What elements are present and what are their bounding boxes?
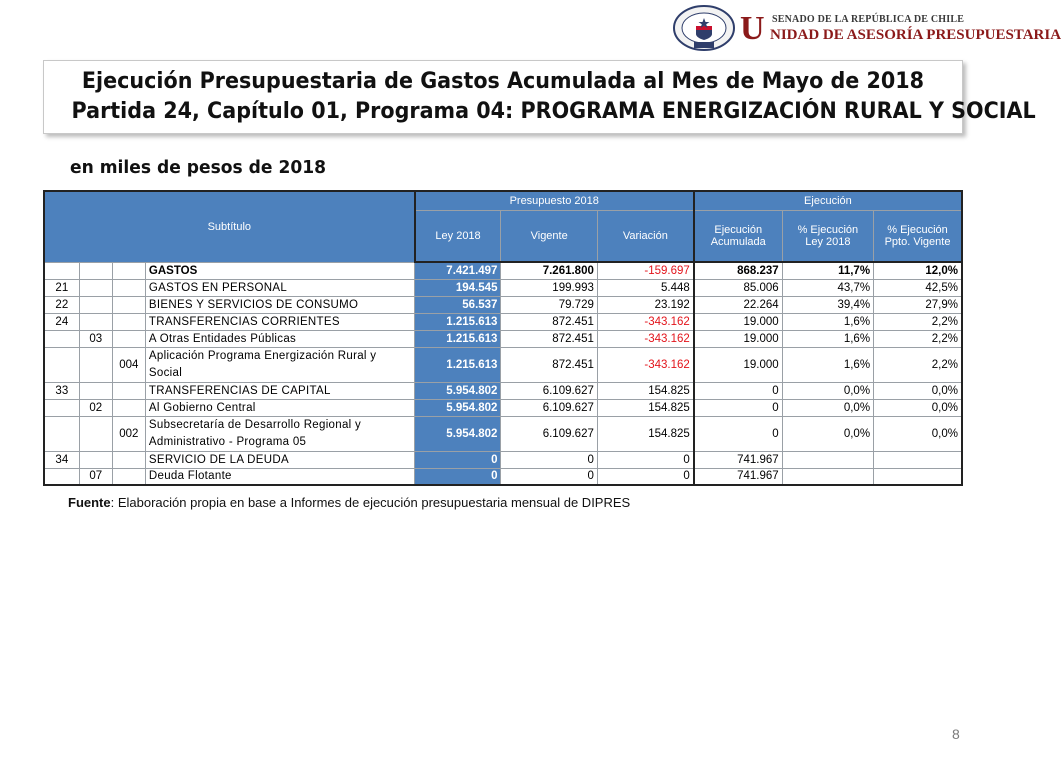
- cell-vigente: 199.993: [501, 279, 597, 296]
- cell-pct-vigente: 0,0%: [874, 399, 962, 416]
- header-pct-ley: [782, 210, 873, 262]
- header-ejecucion-acumulada: [694, 210, 782, 262]
- title-box: [43, 60, 1036, 134]
- cell-pct-ley: 1,6%: [782, 347, 873, 382]
- cell-vigente: 6.109.627: [501, 382, 597, 399]
- table-row: [44, 416, 962, 451]
- cell-pct-vigente: 2,2%: [874, 347, 962, 382]
- cell-sub: 33: [44, 382, 79, 399]
- cell-pct-ley: 1,6%: [782, 313, 873, 330]
- cell-asig: [112, 296, 145, 313]
- header-ejec-acum-line2: Acumulada: [710, 235, 766, 248]
- cell-name: SERVICIO DE LA DEUDA: [145, 451, 414, 468]
- cell-ejecucion: 0: [694, 399, 782, 416]
- cell-item: [79, 382, 112, 399]
- header-vigente: Vigente: [501, 210, 597, 262]
- cell-sub: 24: [44, 313, 79, 330]
- table-row: [44, 313, 962, 330]
- header-pct-vig-line1: % Ejecución: [887, 223, 948, 236]
- cell-variacion: 154.825: [597, 416, 693, 451]
- cell-ejecucion: 741.967: [694, 451, 782, 468]
- cell-name: Aplicación Programa Energización Rural y Social: [145, 347, 414, 382]
- cell-vigente: 872.451: [501, 313, 597, 330]
- cell-name: A Otras Entidades Públicas: [145, 330, 414, 347]
- cell-variacion: -343.162: [597, 313, 693, 330]
- cell-pct-ley: [782, 451, 873, 468]
- cell-pct-vigente: 2,2%: [874, 330, 962, 347]
- cell-name: TRANSFERENCIAS CORRIENTES: [145, 313, 414, 330]
- cell-ejecucion: 741.967: [694, 468, 782, 485]
- cell-sub: 21: [44, 279, 79, 296]
- cell-asig: [112, 279, 145, 296]
- header-ejec-acum-line1: Ejecución: [714, 223, 763, 236]
- cell-asig: [112, 399, 145, 416]
- units-label: en miles de pesos de 2018: [70, 157, 327, 178]
- cell-vigente: 6.109.627: [501, 416, 597, 451]
- cell-asig: 004: [112, 347, 145, 382]
- cell-vigente: 0: [501, 451, 597, 468]
- cell-pct-vigente: 42,5%: [874, 279, 962, 296]
- cell-ley: 0: [415, 468, 501, 485]
- cell-vigente: 872.451: [501, 347, 597, 382]
- table-row: [44, 262, 962, 279]
- cell-sub: [44, 416, 79, 451]
- cell-pct-ley: 0,0%: [782, 416, 873, 451]
- cell-item: [79, 313, 112, 330]
- cell-asig: 002: [112, 416, 145, 451]
- cell-pct-ley: 39,4%: [782, 296, 873, 313]
- header-ejecucion: Ejecución: [694, 191, 962, 210]
- cell-pct-vigente: 12,0%: [874, 262, 962, 279]
- cell-sub: 22: [44, 296, 79, 313]
- cell-ejecucion: 19.000: [694, 313, 782, 330]
- cell-sub: [44, 347, 79, 382]
- cell-asig: [112, 451, 145, 468]
- cell-asig: [112, 382, 145, 399]
- cell-pct-ley: 0,0%: [782, 399, 873, 416]
- cell-item: 07: [79, 468, 112, 485]
- table-row: [44, 468, 962, 485]
- cell-variacion: -159.697: [597, 262, 693, 279]
- cell-ley: 56.537: [415, 296, 501, 313]
- cell-sub: 34: [44, 451, 79, 468]
- cell-variacion: -343.162: [597, 330, 693, 347]
- cell-sub: [44, 330, 79, 347]
- cell-asig: [112, 330, 145, 347]
- cell-variacion: 0: [597, 468, 693, 485]
- header-presupuesto: Presupuesto 2018: [415, 191, 694, 210]
- cell-name: Deuda Flotante: [145, 468, 414, 485]
- cell-name: GASTOS: [145, 262, 414, 279]
- logo-initial: U: [740, 10, 765, 47]
- cell-ley: 5.954.802: [415, 399, 501, 416]
- page-number: 8: [952, 726, 960, 742]
- cell-ley: 0: [415, 451, 501, 468]
- cell-item: 03: [79, 330, 112, 347]
- cell-ley: 7.421.497: [415, 262, 501, 279]
- source-text: : Elaboración propia en base a Informes de ejecución presupuestaria mensual de DIPRES: [110, 495, 631, 510]
- cell-ejecucion: 19.000: [694, 347, 782, 382]
- title-line-1: Ejecución Presupuestaria de Gastos Acumulada al Mes de Mayo de 2018: [81, 69, 925, 94]
- cell-ejecucion: 868.237: [694, 262, 782, 279]
- cell-item: [79, 416, 112, 451]
- cell-ejecucion: 19.000: [694, 330, 782, 347]
- budget-table: [43, 190, 963, 486]
- cell-ejecucion: 85.006: [694, 279, 782, 296]
- cell-item: 02: [79, 399, 112, 416]
- header-pct-ley-line1: % Ejecución: [797, 223, 859, 236]
- header-ley: Ley 2018: [415, 210, 501, 262]
- cell-item: [79, 451, 112, 468]
- logo-institution: SENADO DE LA REPÚBLICA DE CHILE: [772, 14, 965, 25]
- table-row: [44, 296, 962, 313]
- header-variacion: Variación: [597, 210, 693, 262]
- header-pct-ley-line2: Ley 2018: [805, 235, 851, 248]
- senado-seal-icon: [672, 4, 736, 52]
- cell-asig: [112, 468, 145, 485]
- cell-ejecucion: 0: [694, 382, 782, 399]
- cell-pct-ley: 1,6%: [782, 330, 873, 347]
- cell-pct-ley: 43,7%: [782, 279, 873, 296]
- cell-variacion: 0: [597, 451, 693, 468]
- table-row: [44, 330, 962, 347]
- cell-pct-vigente: [874, 468, 962, 485]
- cell-ley: 5.954.802: [415, 416, 501, 451]
- cell-variacion: 154.825: [597, 399, 693, 416]
- cell-ejecucion: 0: [694, 416, 782, 451]
- cell-ley: 1.215.613: [415, 347, 501, 382]
- cell-ley: 194.545: [415, 279, 501, 296]
- cell-pct-vigente: 27,9%: [874, 296, 962, 313]
- cell-item: [79, 347, 112, 382]
- cell-name: Subsecretaría de Desarrollo Regional y Administrativo - Programa 05: [145, 416, 414, 451]
- cell-ejecucion: 22.264: [694, 296, 782, 313]
- cell-vigente: 79.729: [501, 296, 597, 313]
- cell-pct-ley: 0,0%: [782, 382, 873, 399]
- cell-ley: 1.215.613: [415, 313, 501, 330]
- cell-name: BIENES Y SERVICIOS DE CONSUMO: [145, 296, 414, 313]
- cell-variacion: 5.448: [597, 279, 693, 296]
- cell-variacion: -343.162: [597, 347, 693, 382]
- source-label: Fuente: [68, 495, 111, 510]
- cell-ley: 1.215.613: [415, 330, 501, 347]
- table-row: [44, 382, 962, 399]
- source-note: [68, 495, 630, 510]
- cell-pct-ley: [782, 468, 873, 485]
- cell-pct-vigente: [874, 451, 962, 468]
- cell-vigente: 872.451: [501, 330, 597, 347]
- cell-pct-vigente: 0,0%: [874, 416, 962, 451]
- cell-sub: [44, 262, 79, 279]
- cell-item: [79, 279, 112, 296]
- table-row: [44, 399, 962, 416]
- header-pct-vig-line2: Ppto. Vigente: [884, 235, 951, 248]
- header-pct-vigente: [874, 210, 962, 262]
- table-row: [44, 347, 962, 382]
- table-row: [44, 279, 962, 296]
- cell-asig: [112, 262, 145, 279]
- cell-name: GASTOS EN PERSONAL: [145, 279, 414, 296]
- cell-item: [79, 296, 112, 313]
- cell-ley: 5.954.802: [415, 382, 501, 399]
- cell-vigente: 0: [501, 468, 597, 485]
- logo-unit-name: NIDAD DE ASESORÍA PRESUPUESTARIA: [770, 27, 1061, 43]
- cell-item: [79, 262, 112, 279]
- table-header-row-1: [44, 191, 962, 210]
- cell-variacion: 23.192: [597, 296, 693, 313]
- cell-asig: [112, 313, 145, 330]
- table-row: [44, 451, 962, 468]
- cell-vigente: 7.261.800: [501, 262, 597, 279]
- cell-sub: [44, 468, 79, 485]
- senado-logo: [672, 4, 1061, 52]
- title-line-2: Partida 24, Capítulo 01, Programa 04: PROGRAMA ENERGIZACIÓN RURAL Y SOCIAL: [71, 99, 1036, 124]
- cell-variacion: 154.825: [597, 382, 693, 399]
- cell-vigente: 6.109.627: [501, 399, 597, 416]
- cell-pct-ley: 11,7%: [782, 262, 873, 279]
- cell-name: TRANSFERENCIAS DE CAPITAL: [145, 382, 414, 399]
- cell-pct-vigente: 0,0%: [874, 382, 962, 399]
- header-subtitulo: Subtítulo: [44, 191, 415, 262]
- cell-name: Al Gobierno Central: [145, 399, 414, 416]
- cell-pct-vigente: 2,2%: [874, 313, 962, 330]
- cell-sub: [44, 399, 79, 416]
